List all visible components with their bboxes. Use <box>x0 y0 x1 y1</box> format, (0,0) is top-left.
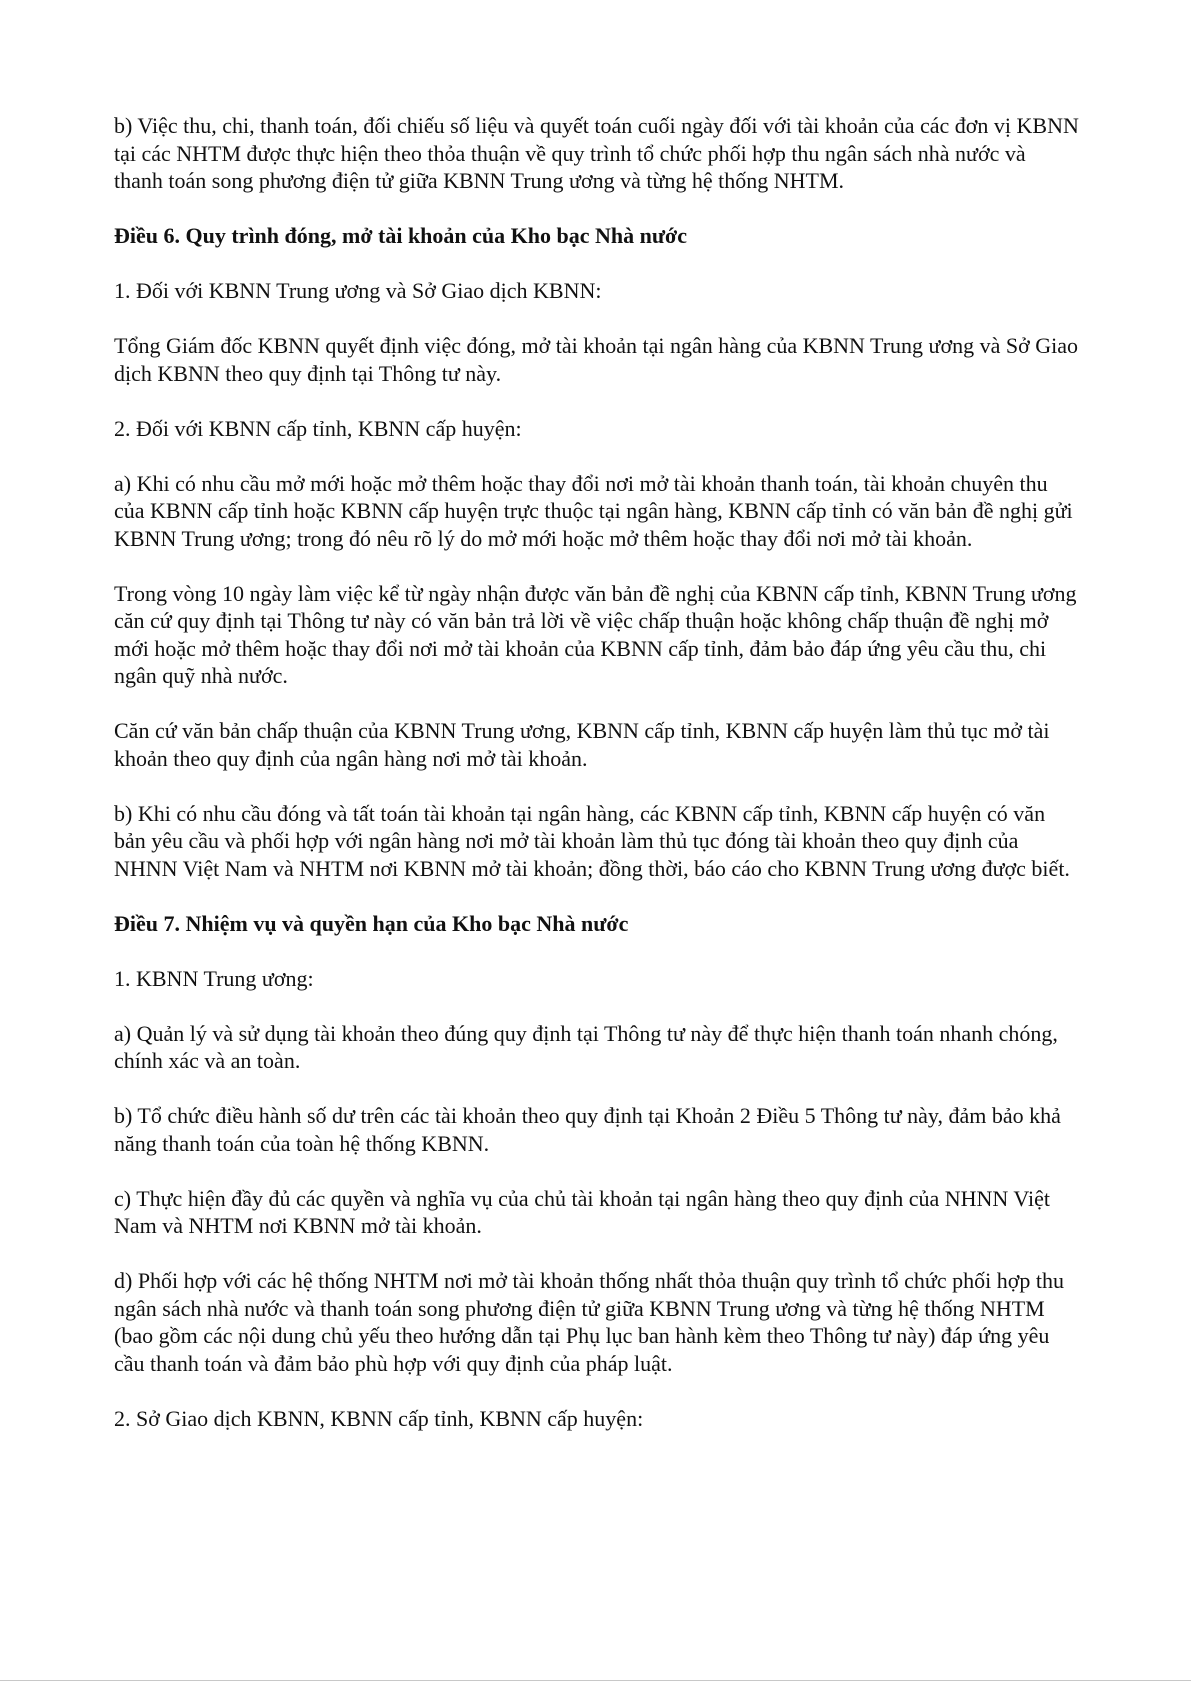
paragraph-6-2b: b) Khi có nhu cầu đóng và tất toán tài khoản tại ngân hàng, các KBNN cấp tỉnh, KBNN cấp huyện có văn bản yêu cầu và phối hợp với ngân hàng nơi mở tài khoản làm thủ tục đóng tài khoản theo quy định của NHNN Việt Nam và NHTM nơi KBNN mở tài khoản; đồng thời, báo cáo cho KBNN Trung ương được biết. <box>114 800 1070 881</box>
article-6-heading: Điều 6. Quy trình đóng, mở tài khoản của Kho bạc Nhà nước <box>114 223 687 248</box>
paragraph-7-2: 2. Sở Giao dịch KBNN, KBNN cấp tỉnh, KBNN cấp huyện: <box>114 1405 644 1431</box>
page-bottom-divider <box>0 1680 1191 1681</box>
paragraph-6-1-body: Tổng Giám đốc KBNN quyết định việc đóng, mở tài khoản tại ngân hàng của KBNN Trung ương và Sở Giao dịch KBNN theo quy định tại Thông tư này. <box>114 333 1078 386</box>
paragraph-6-2a: a) Khi có nhu cầu mở mới hoặc mở thêm hoặc thay đổi nơi mở tài khoản thanh toán, tài khoản chuyên thu của KBNN cấp tỉnh hoặc KBNN cấp huyện trực thuộc tại ngân hàng, KBNN cấp tỉnh có văn bản đề nghị gửi KBNN Trung ương; trong đó nêu rõ lý do mở mới hoặc mở thêm hoặc thay đổi nơi mở tài khoản. <box>114 470 1073 551</box>
paragraph-7-1c: c) Thực hiện đầy đủ các quyền và nghĩa vụ của chủ tài khoản tại ngân hàng theo quy định của NHNN Việt Nam và NHTM nơi KBNN mở tài khoản. <box>114 1185 1050 1238</box>
paragraph-7-1a: a) Quản lý và sử dụng tài khoản theo đúng quy định tại Thông tư này để thực hiện thanh toán nhanh chóng, chính xác và an toàn. <box>114 1020 1058 1073</box>
article-7-heading: Điều 7. Nhiệm vụ và quyền hạn của Kho bạc Nhà nước <box>114 910 629 936</box>
paragraph-6-2: 2. Đối với KBNN cấp tỉnh, KBNN cấp huyện: <box>114 415 522 441</box>
paragraph-7-1d: d) Phối hợp với các hệ thống NHTM nơi mở tài khoản thống nhất thỏa thuận quy trình tổ chức phối hợp thu ngân sách nhà nước và thanh toán song phương điện tử giữa KBNN Trung ương và từng hệ thống NHTM (bao gồm các nội dung chủ yếu theo hướng dẫn tại Phụ lục ban hành kèm theo Thông tư này) đáp ứng yêu cầu thanh toán và đảm bảo phù hợp với quy định của pháp luật. <box>114 1268 1064 1376</box>
paragraph-7-1: 1. KBNN Trung ương: <box>114 965 314 991</box>
paragraph-7-1b: b) Tổ chức điều hành số dư trên các tài khoản theo quy định tại Khoản 2 Điều 5 Thông tư này, đảm bảo khả năng thanh toán của toàn hệ thống KBNN. <box>114 1103 1061 1156</box>
paragraph-6-2a-deadline: Trong vòng 10 ngày làm việc kể từ ngày nhận được văn bản đề nghị của KBNN cấp tỉnh, KBNN Trung ương căn cứ quy định tại Thông tư này có văn bản trả lời về việc chấp thuận hoặc không chấp thuận đề nghị mở mới hoặc mở thêm hoặc thay đổi nơi mở tài khoản của KBNN cấp tỉnh, đảm bảo đáp ứng yêu cầu thu, chi ngân quỹ nhà nước. <box>114 580 1077 688</box>
paragraph-6-1: 1. Đối với KBNN Trung ương và Sở Giao dịch KBNN: <box>114 278 602 303</box>
paragraph-6-2a-procedure: Căn cứ văn bản chấp thuận của KBNN Trung ương, KBNN cấp tỉnh, KBNN cấp huyện làm thủ tục mở tài khoản theo quy định của ngân hàng nơi mở tài khoản. <box>114 718 1050 771</box>
document-body <box>114 112 1079 1460</box>
paragraph-5b-reconciliation: b) Việc thu, chi, thanh toán, đối chiếu số liệu và quyết toán cuối ngày đối với tài khoản của các đơn vị KBNN tại các NHTM được thực hiện theo thỏa thuận về quy trình tổ chức phối hợp thu ngân sách nhà nước và thanh toán song phương điện tử giữa KBNN Trung ương và từng hệ thống NHTM. <box>114 113 1079 193</box>
